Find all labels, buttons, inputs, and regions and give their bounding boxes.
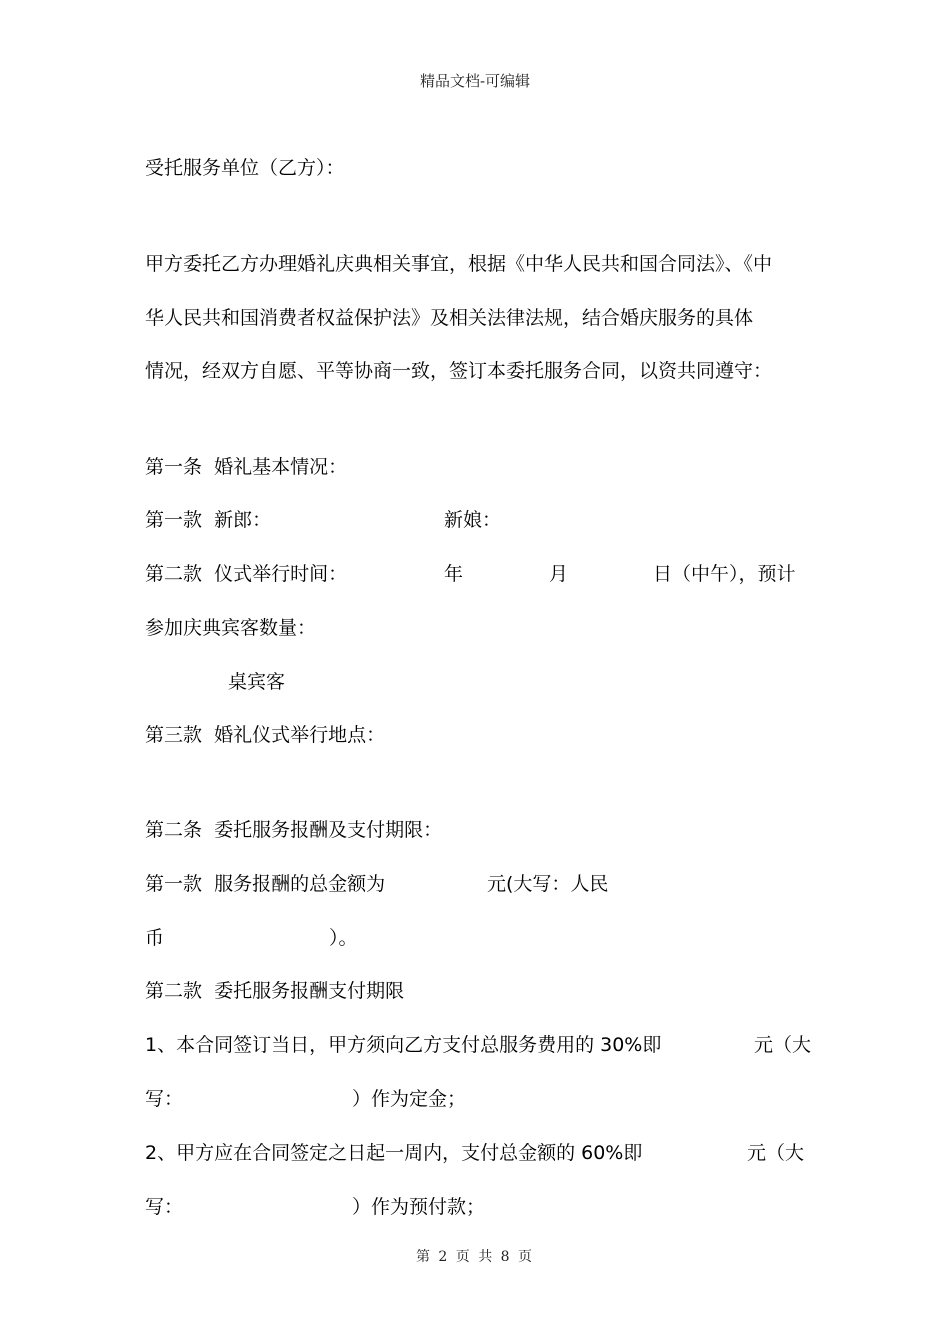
deposit-capital-label: 元（大 [754, 1034, 812, 1056]
article-1-heading: 第一条 婚礼基本情况： [145, 456, 348, 478]
bride-label: 新娘： [444, 509, 502, 531]
advance-payment-clause: 2、甲方应在合同签定之日起一周内，支付总金额的 60%即 [145, 1142, 643, 1164]
currency-label: 币 [145, 927, 165, 949]
preamble-line-1: 甲方委托乙方办理婚礼庆典相关事宜，根据《中华人民共和国合同法》、《中 [145, 253, 773, 275]
deposit-clause: 1、本合同签订当日，甲方须向乙方支付总服务费用的 30%即 [145, 1034, 662, 1056]
guest-count-label: 参加庆典宾客数量： [145, 617, 317, 639]
total-fee-label: 第一款 服务报酬的总金额为 [145, 873, 386, 895]
clause-groom-label: 第一款 新郎： [145, 509, 272, 531]
preamble-line-2: 华人民共和国消费者权益保护法》及相关法律法规，结合婚庆服务的具体 [145, 307, 754, 329]
deposit-suffix: ）作为定金； [352, 1088, 467, 1110]
year-label: 年 [444, 563, 464, 585]
entrusted-party-label: 受托服务单位（乙方）： [145, 157, 345, 179]
day-noon-label: 日（中午），预计 [653, 563, 796, 585]
tables-guests-label: 桌宾客 [228, 671, 286, 693]
article-2-heading: 第二条 委托服务报酬及支付期限： [145, 819, 443, 841]
page-header: 精品文档-可编辑 [419, 72, 531, 90]
currency-close: ）。 [329, 927, 358, 949]
ceremony-location-label: 第三款 婚礼仪式举行地点： [145, 724, 386, 746]
page-footer: 第 2 页 共 8 页 [415, 1249, 535, 1265]
advance-capital-write: 写： [145, 1196, 184, 1218]
total-fee-capital-label: 元(大写：人民 [487, 873, 609, 895]
preamble-line-3: 情况，经双方自愿、平等协商一致，签订本委托服务合同，以资共同遵守： [145, 360, 773, 382]
advance-suffix: ）作为预付款； [352, 1196, 486, 1218]
advance-capital-label: 元（大 [747, 1142, 805, 1164]
payment-term-heading: 第二款 委托服务报酬支付期限 [145, 980, 405, 1002]
month-label: 月 [549, 563, 569, 585]
ceremony-time-label: 第二款 仪式举行时间： [145, 563, 348, 585]
deposit-capital-write: 写： [145, 1088, 184, 1110]
